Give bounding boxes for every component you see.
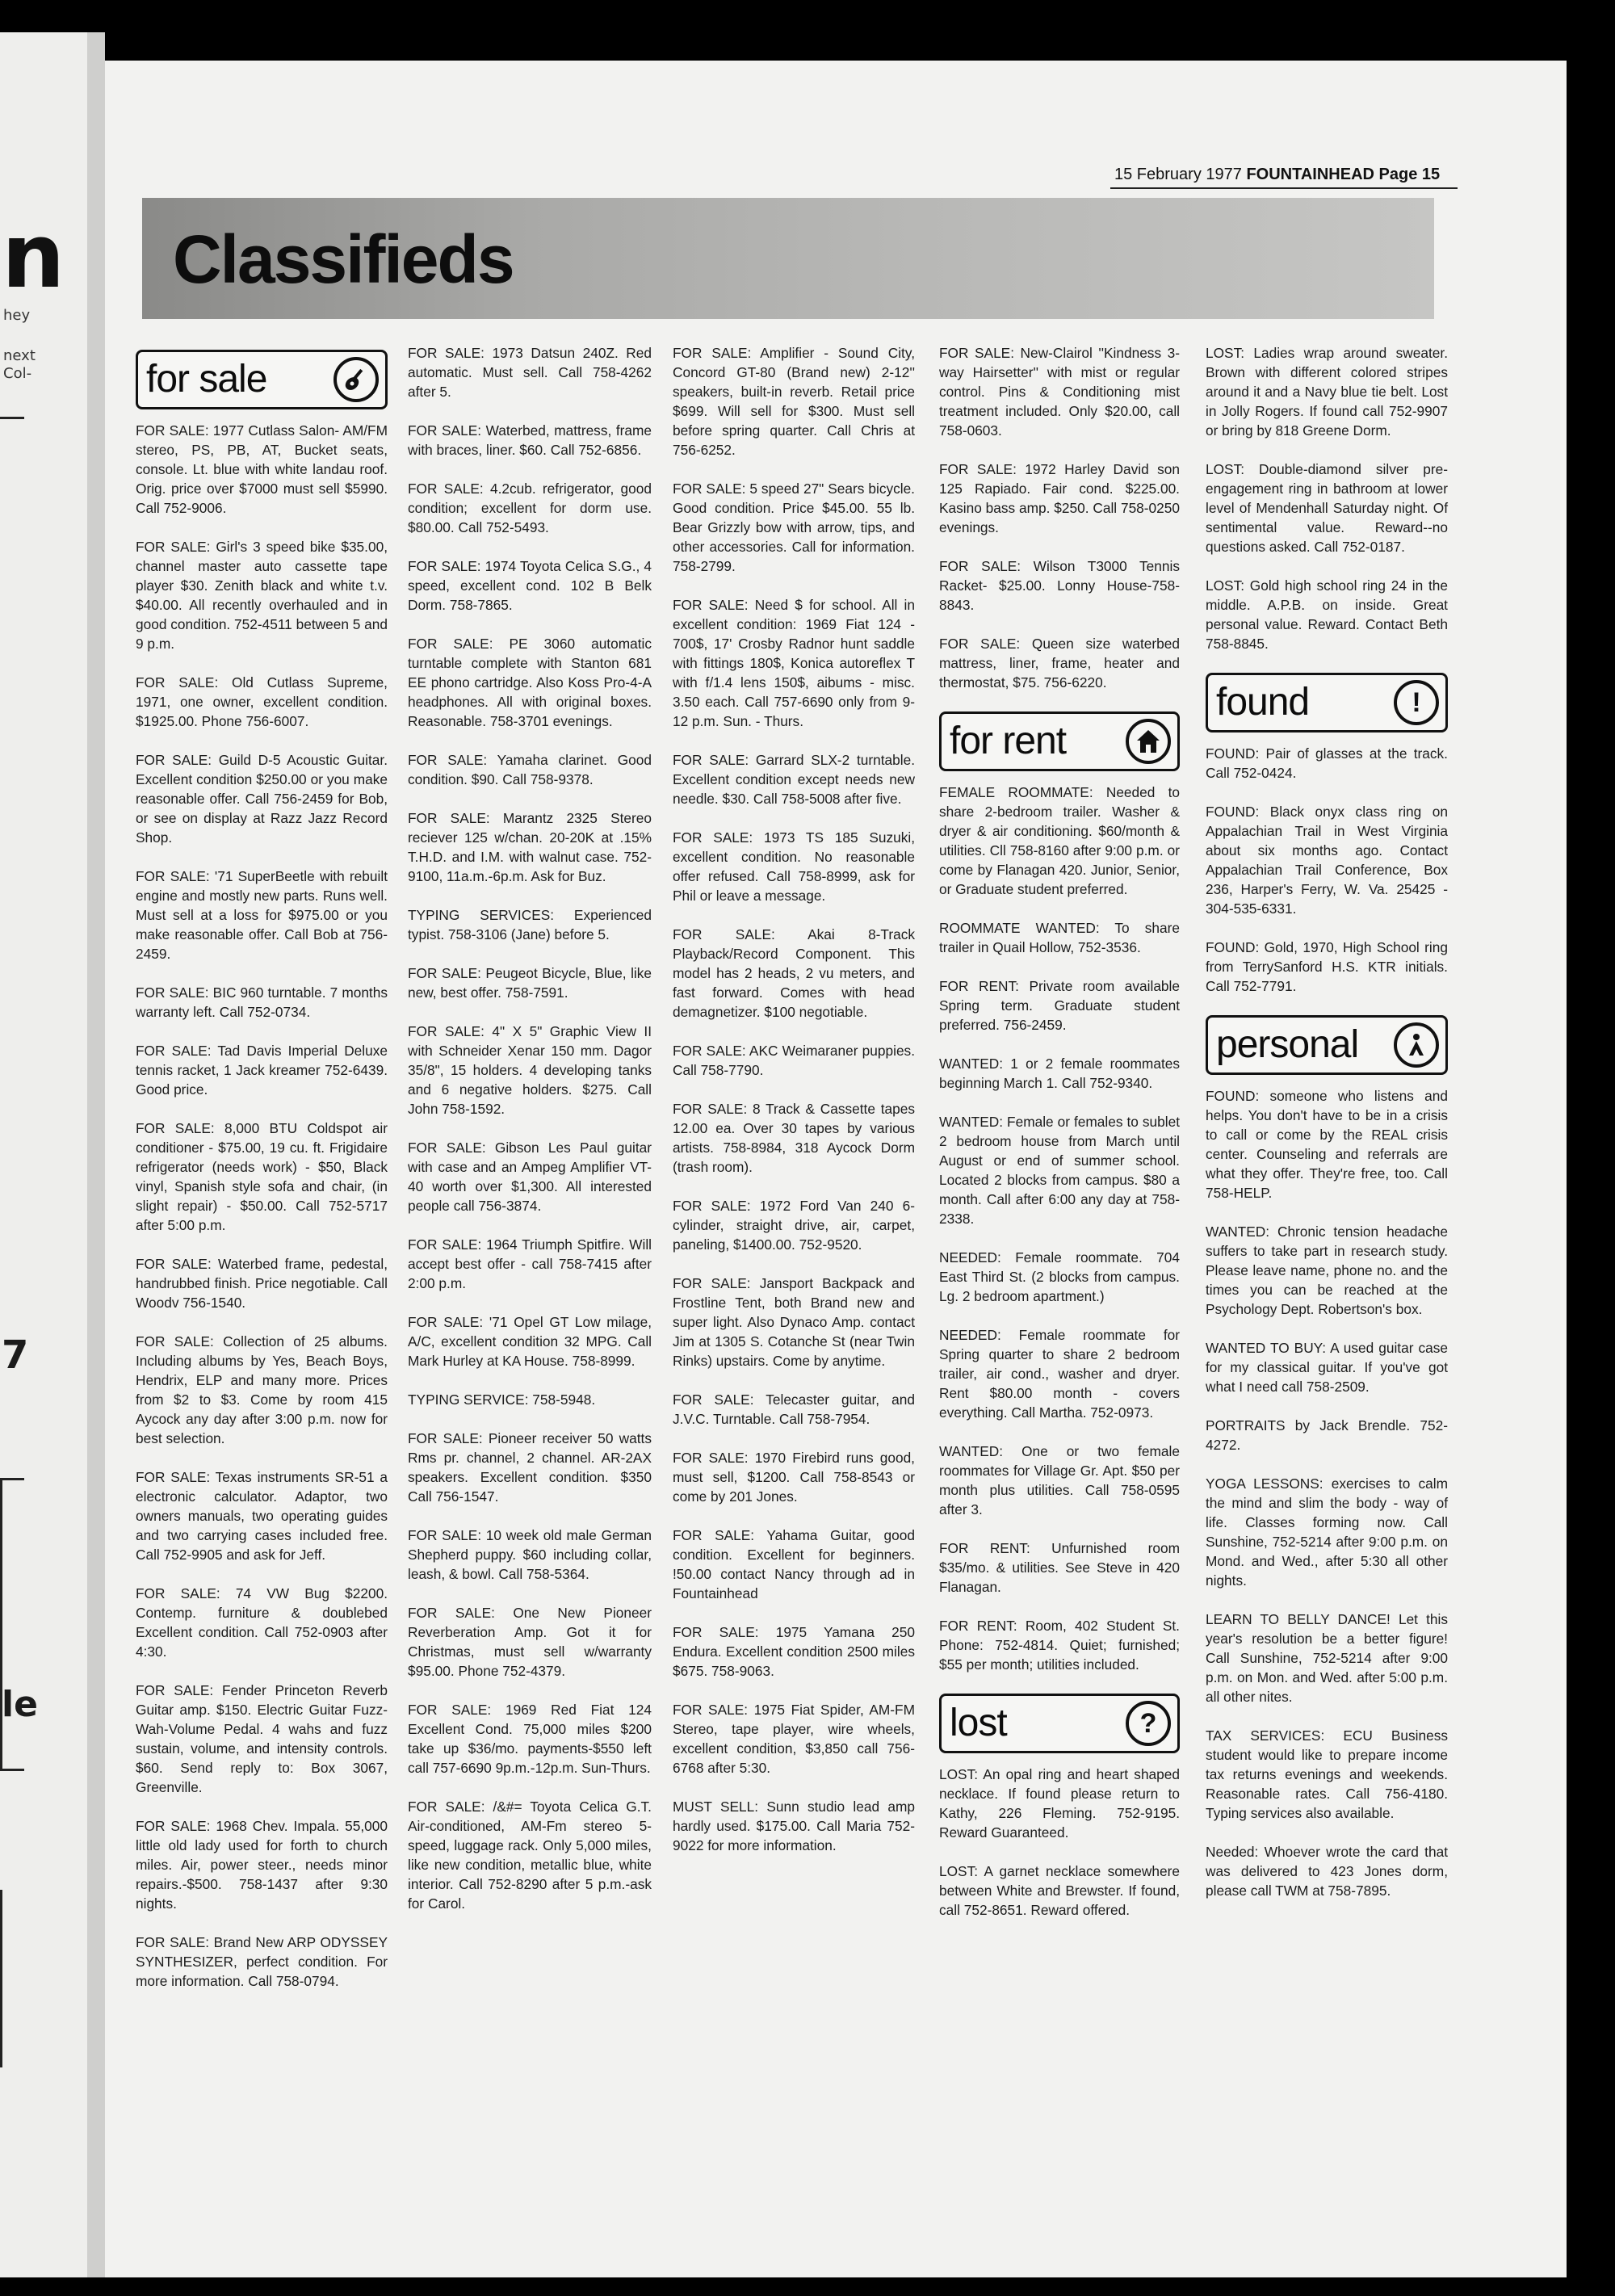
classified-ad: FOR SALE: 5 speed 27" Sears bicycle. Good condition. Price $45.00. 55 lb. Bear Grizzly bow with arrow, tips, and other accessories. Call for information. 758-2799. (673, 481, 915, 574)
prev-page-text-fragment: le (2, 1684, 38, 1725)
column-2 (408, 343, 652, 1933)
page-number: Page 15 (1378, 166, 1441, 183)
classified-ad: FOUND: Gold, 1970, High School ring from TerrySanford H.S. KTR initials. Call 752-7791. (1206, 939, 1448, 994)
exclamation-icon: ! (1394, 680, 1439, 725)
classified-ad: MUST SELL: Sunn studio lead amp hardly used. $175.00. Call Maria 752-9022 for more information. (673, 1799, 915, 1853)
classified-ad: FOR SALE: 8 Track & Cassette tapes 12.00 ea. Over 30 tapes by various artists. 758-8984, 318 Aycock Dorm (trash room). (673, 1101, 915, 1175)
classified-ad: FOR SALE: Peugeot Bicycle, Blue, like new, best offer. 758-7591. (408, 965, 652, 1001)
section-label: personal (1216, 1023, 1359, 1066)
personal-header (1206, 1015, 1448, 1075)
classified-ad: FEMALE ROOMMATE: Needed to share 2-bedroom trailer. Washer & dryer & air conditioning. $60/month & utilities. Cll 758-8160 after 9:00 p.m. or come by Flanagan 420. Junior, Senior, or Graduate student preferred. (939, 784, 1180, 897)
classified-ad: FOR SALE: 1969 Red Fiat 124 Excellent Cond. 75,000 miles $200 take up $36/mo. payments-$550 left call 757-6690 9p.m.-12p.m. Sun-Thurs. (408, 1702, 652, 1776)
section-label: for rent (950, 720, 1067, 762)
classified-ad: FOR SALE: BIC 960 turntable. 7 months warranty left. Call 752-0734. (136, 984, 388, 1020)
classified-ad: FOR SALE: 4" X 5" Graphic View II with Schneider Xenar 150 mm. Dagor 35/8", 15 holders. 4 developing tanks and 6 negative holders. $275. Call John 758-1592. (408, 1023, 652, 1117)
classified-ad: FOR SALE: Jansport Backpack and Frostline Tent, both Brand new and super light. Also Dynaco Amp. contact Jim at 1305 S. Cotanche St (near Twin Rinks) upstairs. Come by anytime. (673, 1275, 915, 1369)
classified-ad: Needed: Whoever wrote the card that was delivered to 423 Jones dorm, please call TWM at 758-7895. (1206, 1844, 1448, 1899)
section-label: for sale (146, 358, 267, 401)
lost-header (939, 1694, 1180, 1753)
classified-ad: FOR SALE: Akai 8-Track Playback/Record Component. This model has 2 heads, 2 vu meters, and fast forward. Comes with head demagnetizer. $100 negotiable. (673, 926, 915, 1020)
classified-ad: FOR SALE: Brand New ARP ODYSSEY SYNTHESIZER, perfect condition. For more information. Call 758-0794. (136, 1934, 388, 1989)
classified-ad: WANTED: One or two female roommates for Village Gr. Apt. $50 per month plus utilities. Call 758-0595 after 3. (939, 1443, 1180, 1517)
lost-listings (1206, 343, 1448, 653)
column-1 (136, 343, 388, 2010)
classified-ad: LOST: A garnet necklace somewhere between White and Brewster. If found, call 752-8651. Reward offered. (939, 1863, 1180, 1918)
classified-ad: FOUND: Pair of glasses at the track. Call 752-0424. (1206, 745, 1448, 781)
classified-ad: FOR SALE: Gibson Les Paul guitar with case and an Ampeg Amplifier VT-40 worth over $1,300. All interested people call 756-3874. (408, 1140, 652, 1214)
classified-ad: FOR RENT: Private room available Spring term. Graduate student preferred. 756-2459. (939, 978, 1180, 1033)
classified-ad: FOR SALE: 74 VW Bug $2200. Contemp. furniture & doublebed Excellent condition. Call 752-0903 after 4:30. (136, 1585, 388, 1660)
classified-ad: FOR SALE: 1972 Harley David son 125 Rapiado. Fair cond. $225.00. Kasino bass amp. $250. Call 758-0250 evenings. (939, 461, 1180, 535)
classified-ad: FOR SALE: New-Clairol ''Kindness 3-way Hairsetter'' with mist or regular control. Pins & Conditioning mist treatment included. Only $20.00, call 758-0603. (939, 345, 1180, 439)
previous-page-edge (0, 32, 87, 2277)
column-5 (1206, 343, 1448, 1920)
classified-ad: PORTRAITS by Jack Brendle. 752-4272. (1206, 1417, 1448, 1453)
column-4 (939, 343, 1180, 1939)
prev-page-box-edge (0, 1478, 2, 1769)
classified-ad: WANTED TO BUY: A used guitar case for my classical guitar. If you've got what I need call 758-2509. (1206, 1340, 1448, 1395)
classified-ad: LOST: Double-diamond silver pre-engagement ring in bathroom at lower level of Mendenhall Saturday night. Of sentimental value. Reward--no questions asked. Call 752-0187. (1206, 461, 1448, 555)
classified-ad: TYPING SERVICES: Experienced typist. 758-3106 (Jane) before 5. (408, 907, 652, 942)
classified-ad: FOR SALE: Yahama Guitar, good condition. Excellent for beginners. !50.00 contact Nancy through ad in Fountainhead (673, 1527, 915, 1601)
classified-ad: FOR SALE: 10 week old male German Shepherd puppy. $60 including collar, leash, & bowl. Call 758-5364. (408, 1527, 652, 1582)
classified-ad: FOR SALE: Need $ for school. All in excellent condition: 1969 Fiat 124 - 700$, 17' Crosby Radnor hunt saddle with fittings 180$, Konica autoreflex T with f/1.4 lens 150$, aibums - misc. 3.50 each. Call 757-6690 only from 9-12 p.m. Sun. - Thurs. (673, 597, 915, 729)
classified-ad: FOR SALE: Queen size waterbed mattress, liner, frame, heater and thermostat, $75. 756-6220. (939, 636, 1180, 690)
for-sale-header (136, 350, 388, 409)
classified-ad: WANTED: Female or females to sublet 2 bedroom house from March until August or end of summer school. Located 2 blocks from campus. $80 a month. Call after 6:00 any day at 758-2338. (939, 1114, 1180, 1227)
prev-page-number-fragment: 7 (2, 1333, 29, 1378)
classified-ad: LOST: An opal ring and heart shaped necklace. If found please return to Kathy, 226 Fleming. 752-9195. Reward Guaranteed. (939, 1766, 1180, 1841)
column-3 (673, 343, 915, 1874)
classified-ad: FOR SALE: 1970 Firebird runs good, must sell, $1200. Call 758-8543 or come by 201 Jones. (673, 1450, 915, 1505)
personal-listings (1206, 1086, 1448, 1900)
for-rent-header (939, 711, 1180, 771)
for-sale-listings (673, 343, 915, 1855)
found-listings (1206, 744, 1448, 996)
classified-ad: NEEDED: Female roommate. 704 East Third St. (2 blocks from campus. Lg. 2 bedroom apartment.) (939, 1249, 1180, 1304)
classified-ad: FOR SALE: Wilson T3000 Tennis Racket- $25.00. Lonny House-758-8843. (939, 558, 1180, 613)
classified-ad: FOR SALE: PE 3060 automatic turntable complete with Stanton 681 EE phono cartridge. Also Koss Pro-4-A headphones. All with original boxes. Reasonable. 758-3701 evenings. (408, 636, 652, 729)
classified-ad: FOR SALE: /&#= Toyota Celica G.T. Air-conditioned, AM-Fm stereo 5-speed, luggage rack. Only 5,000 miles, like new condition, metallic blue, white interior. Call 752-8290 after 5 p.m.-ask for Carol. (408, 1799, 652, 1912)
classified-ad: FOR SALE: 8,000 BTU Coldspot air conditioner - $75.00, 19 cu. ft. Frigidaire refrigerator (needs work) - $50, Black vinyl, Spanish style sofa and chair, (in slight repair) - $50.00. Call 752-5717 after 5:00 p.m. (136, 1120, 388, 1233)
classified-ad: ROOMMATE WANTED: To share trailer in Quail Hollow, 752-3536. (939, 920, 1180, 955)
classified-ad: WANTED: Chronic tension headache suffers to take part in research study. Please leave name, phone no. and the times you can be reached at the Psychology Dept. Robertson's box. (1206, 1224, 1448, 1317)
found-header (1206, 673, 1448, 732)
classified-ad: FOR RENT: Room, 402 Student St. Phone: 752-4814. Quiet; furnished; $55 per month; utilities included. (939, 1618, 1180, 1673)
classified-ad: FOR SALE: 1968 Chev. Impala. 55,000 little old lady used for forth to church miles. Air, power steer., needs minor repairs.-$500. 758-1437 after 9:30 nights. (136, 1818, 388, 1912)
classified-ad: FOR SALE: Marantz 2325 Stereo reciever 125 w/chan. 20-20K at .15% T.H.D. and I.M. with walnut case. 752-9100, 11a.m.-6p.m. Ask for Buz. (408, 810, 652, 884)
classified-ad: FOR SALE: Tad Davis Imperial Deluxe tennis racket, 1 Jack kreamer 752-6439. Good price. (136, 1043, 388, 1098)
lost-listings (939, 1765, 1180, 1920)
house-icon (1126, 719, 1171, 764)
for-rent-listings (939, 783, 1180, 1674)
classified-ad: FOR SALE: 1975 Fiat Spider, AM-FM Stereo, tape player, wire wheels, excellent condition, $3,850 call 756-6768 after 5:30. (673, 1702, 915, 1776)
classified-ad: FOR SALE: Girl's 3 speed bike $35.00, channel master auto cassette tape player $30. Zenith black and white t.v. $40.00. All recently overhauled and in good condition. 752-4511 between 5 and 9 p.m. (136, 539, 388, 652)
classified-ad: FOR SALE: Collection of 25 albums. Including albums by Yes, Beach Boys, Hendrix, ELP and many more. Prices from $2 to $3. Come by room 415 Aycock any day after 3:00 p.m. now for best selection. (136, 1333, 388, 1446)
classified-ad: NEEDED: Female roommate for Spring quarter to share 2 bedroom trailer, air cond., washer and dryer. Rent $80.00 month - covers everything. Call Martha. 752-0973. (939, 1327, 1180, 1421)
classified-ad: LOST: Ladies wrap around sweater. Brown with different colored stripes around it and a Navy blue tie belt. Lost in Jolly Rogers. If found call 752-9907 or bring by 818 Greene Dorm. (1206, 345, 1448, 439)
classified-ad: FOR SALE: Old Cutlass Supreme, 1971, one owner, excellent condition. $1925.00. Phone 756-6007. (136, 674, 388, 729)
classified-ad: FOR SALE: 1974 Toyota Celica S.G., 4 speed, excellent cond. 102 B Belk Dorm. 758-7865. (408, 558, 652, 613)
classified-ad: YOGA LESSONS: exercises to calm the mind and slim the body - way of life. Classes forming now. Call Sunshine, 752-5214 after 9:00 p.m. on Mond. and Wed., after 5:30 all other nights. (1206, 1475, 1448, 1589)
guitar-icon (333, 357, 379, 402)
classified-ad: FOR SALE: 1977 Cutlass Salon- AM/FM stereo, PS, PB, AT, Bucket seats, console. Lt. blue with white landau roof. Orig. price over $7000 must sell $5990. Call 752-9006. (136, 422, 388, 516)
classified-ad: TYPING SERVICE: 758-5948. (408, 1391, 596, 1408)
prev-page-text-fragment: Col- (3, 365, 32, 382)
prev-page-headline-fragment: n (2, 204, 65, 308)
classified-ad: FOR SALE: '71 Opel GT Low milage, A/C, excellent condition 32 MPG. Call Mark Hurley at KA House. 758-8999. (408, 1314, 652, 1369)
prev-page-rule (0, 1769, 24, 1771)
question-icon: ? (1126, 1701, 1171, 1746)
running-head-rule (1110, 187, 1458, 189)
classified-ad: FOR SALE: 1973 TS 185 Suzuki, excellent condition. No reasonable offer refused. Call 758-8999, ask for Phil or leave a message. (673, 829, 915, 904)
classified-ad: FOUND: someone who listens and helps. You don't have to be in a crisis to call or come by the REAL crisis center. Counseling and referrals are what they offer. They're free, too. Call 758-HELP. (1206, 1088, 1448, 1201)
classified-ad: FOR SALE: Waterbed frame, pedestal, handrubbed finish. Price negotiable. Call Woodv 756-1540. (136, 1256, 388, 1311)
issue-date: 15 February 1977 (1114, 166, 1242, 183)
prev-page-text-fragment: next (3, 347, 36, 364)
classified-ad: FOR SALE: Amplifier - Sound City, Concord GT-80 (Brand new) 2-12'' speakers, built-in reverb. Retail price $699. Will sell for $300. Must sell before spring quarter. Call Chris at 756-6252. (673, 345, 915, 458)
prev-page-box-edge (0, 1890, 2, 2067)
classified-ad: WANTED: 1 or 2 female roommates beginning March 1. Call 752-9340. (939, 1056, 1180, 1091)
for-sale-listings (136, 421, 388, 1991)
classified-ad: FOR SALE: '71 SuperBeetle with rebuilt engine and mostly new parts. Runs well. Must sell at a loss for $975.00 or you make reasonable offer. Call Bob at 756-2459. (136, 868, 388, 962)
classified-ad: FOR SALE: Texas instruments SR-51 a electronic calculator. Adaptor, two owners manuals, two operating guides and two carrying cases included free. Call 752-9905 and ask for Jeff. (136, 1469, 388, 1563)
for-sale-listings (939, 343, 1180, 692)
page-title: Classifieds (173, 221, 514, 297)
prev-page-text-fragment: hey (3, 307, 31, 324)
classified-ad: FOR SALE: Fender Princeton Reverb Guitar amp. $150. Electric Guitar Fuzz-Wah-Volume Pedal. 4 wahs and fuzz sustain, volume, and intensity controls. $60. Send reply to: Box 3067, Greenville. (136, 1682, 388, 1795)
classified-ad: FOR SALE: 1975 Yamana 250 Endura. Excellent condition 2500 miles $675. 758-9063. (673, 1624, 915, 1679)
classified-ad: FOR SALE: Yamaha clarinet. Good condition. $90. Call 758-9378. (408, 752, 652, 787)
classified-ad: FOR SALE: Garrard SLX-2 turntable. Excellent condition except needs new needle. $30. Call 758-5008 after five. (673, 752, 915, 807)
section-label: lost (950, 1702, 1007, 1744)
classified-ad: LEARN TO BELLY DANCE! Let this year's resolution be a better figure! Call Sunshine, 752-5214 after 9:00 p.m. on Mon. and Wed. after 5:00 p.m. all other nites. (1206, 1611, 1448, 1705)
for-sale-listings (408, 343, 652, 1913)
classified-ad: FOR SALE: 1964 Triumph Spitfire. Will accept best offer - call 758-7415 after 2:00 p.m. (408, 1236, 652, 1291)
classified-ad: FOR SALE: Telecaster guitar, and J.V.C. Turntable. Call 758-7954. (673, 1391, 915, 1427)
prev-page-rule (0, 1478, 24, 1480)
classified-ad: FOR SALE: 1972 Ford Van 240 6-cylinder, straight drive, air, carpet, paneling, $1400.00. 752-9520. (673, 1198, 915, 1253)
classified-ad: FOR SALE: Pioneer receiver 50 watts Rms pr. channel, 2 channel. AR-2AX speakers. Excellent condition. $350 Call 756-1547. (408, 1430, 652, 1505)
prev-page-rule (0, 417, 24, 419)
classified-ad: FOR SALE: 1973 Datsun 240Z. Red automatic. Must sell. Call 758-4262 after 5. (408, 345, 652, 400)
classified-ad: FOR SALE: AKC Weimaraner puppies. Call 758-7790. (673, 1043, 915, 1078)
paper-name: FOUNTAINHEAD (1246, 166, 1374, 183)
classifieds-banner (142, 198, 1434, 319)
figure-icon (1394, 1022, 1439, 1068)
classified-ad: FOR SALE: Waterbed, mattress, frame with braces, liner. $60. Call 752-6856. (408, 422, 652, 458)
gutter-shadow (87, 32, 105, 2277)
section-label: found (1216, 681, 1310, 724)
running-head (1114, 166, 1440, 184)
classified-ad: FOR RENT: Unfurnished room $35/mo. & utilities. See Steve in 420 Flanagan. (939, 1540, 1180, 1595)
classified-ad: TAX SERVICES: ECU Business student would like to prepare income tax returns evenings and weekends. Reasonable rates. Call 756-4180. Typing services also available. (1206, 1727, 1448, 1821)
classified-ad: FOUND: Black onyx class ring on Appalachian Trail in West Virginia about six months ago. Contact Appalachian Trail Conference, Box 236, Harper's Ferry, W. Va. 25425 - 304-535-6331. (1206, 804, 1448, 917)
classified-ad: FOR SALE: 4.2cub. refrigerator, good condition; excellent for dorm use. $80.00. Call 752-5493. (408, 481, 652, 535)
classified-ad: FOR SALE: Guild D-5 Acoustic Guitar. Excellent condition $250.00 or you make reasonable offer. Call 756-2459 for Bob, or see on display at Razz Jazz Record Shop. (136, 752, 388, 846)
classified-ad: FOR SALE: One New Pioneer Reverberation Amp. Got it for Christmas, must sell w/warranty $95.00. Phone 752-4379. (408, 1605, 652, 1679)
classified-ad: LOST: Gold high school ring 24 in the middle. A.P.B. on inside. Great personal value. Reward. Contact Beth 758-8845. (1206, 577, 1448, 652)
